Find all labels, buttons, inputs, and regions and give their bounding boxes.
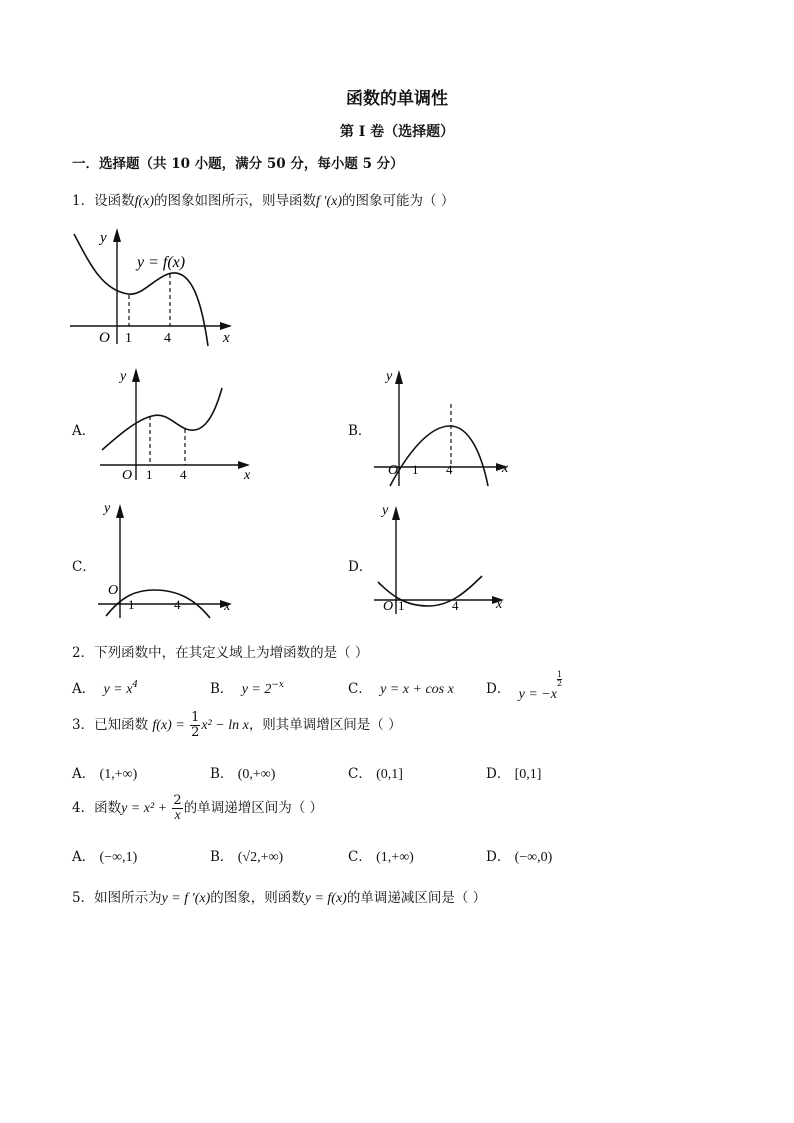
q3-option-a-value: (1,+∞) <box>99 767 138 782</box>
q2-option-a-label: A． <box>72 681 96 697</box>
q3-option-d[interactable] <box>486 762 541 783</box>
q1-option-c-graph[interactable] <box>94 498 244 622</box>
q1-option-a-label[interactable]: A． <box>72 423 96 439</box>
origin-label: O <box>388 463 399 478</box>
q2-option-d[interactable] <box>486 670 563 702</box>
page-title: 函数的单调性 <box>346 89 448 109</box>
q2-option-a-expr: y = x <box>103 682 133 697</box>
origin-label: O <box>383 599 394 614</box>
q2-option-d-label: D． <box>486 681 511 697</box>
q1-option-c-label[interactable]: C． <box>72 559 96 575</box>
q1-option-b-graph[interactable] <box>370 364 520 490</box>
option-a-curve <box>102 388 222 450</box>
q4-option-b-value: (√2,+∞) <box>237 850 284 865</box>
question-4-stem <box>72 794 323 823</box>
y-axis-label: y <box>120 369 127 384</box>
q5-suffix: 的单调递减区间是（ ） <box>346 890 487 906</box>
question-1-stem <box>72 189 454 210</box>
q1-option-d-graph[interactable] <box>370 500 520 620</box>
y-axis-arrow-icon <box>395 370 403 384</box>
q1-function-graph <box>62 222 252 352</box>
q4-prefix: 4．函数 <box>72 800 122 816</box>
q2-option-b-exponent: −x <box>271 680 285 690</box>
y-axis-label: y <box>386 369 393 384</box>
y-axis-arrow-icon <box>132 368 140 382</box>
volume-subtitle: 第 I 卷（选择题） <box>339 124 455 140</box>
q3-prefix: 3．已知函数 <box>72 717 149 733</box>
q4-option-a[interactable] <box>72 845 137 866</box>
q1-derivative-expr: f ′(x) <box>316 194 343 209</box>
y-axis-label: y <box>104 501 111 516</box>
q1-option-a-graph[interactable] <box>96 362 266 486</box>
q3-rest: x² − ln x <box>201 718 249 733</box>
y-axis-arrow-icon <box>113 228 121 242</box>
q5-middle-text: 的图象，则函数 <box>210 890 305 906</box>
q1-middle-text: 的图象如图所示，则导函数 <box>154 193 317 209</box>
q2-option-d-expr: y = −x <box>518 687 557 702</box>
q4-option-a-label: A． <box>72 849 96 865</box>
q3-fraction <box>190 711 200 740</box>
q3-option-d-value: [0,1] <box>514 767 542 782</box>
q3-option-b[interactable] <box>210 762 275 783</box>
q4-option-b-label: B． <box>210 849 234 865</box>
tick-label-4: 4 <box>446 462 453 477</box>
tick-label-1: 1 <box>412 462 419 477</box>
tick-label-1: 1 <box>146 467 153 482</box>
q4-option-d-label: D． <box>486 849 511 865</box>
q3-denominator: 2 <box>191 725 200 740</box>
tick-label-4: 4 <box>180 467 187 482</box>
q2-option-d-exponent <box>557 671 562 688</box>
q2-option-b-label: B． <box>210 681 234 697</box>
q2-option-a[interactable] <box>72 677 138 698</box>
origin-label: O <box>122 468 133 483</box>
exp-numerator: 1 <box>556 670 563 679</box>
q4-option-c[interactable] <box>348 845 414 866</box>
x-axis-label: x <box>496 597 503 612</box>
q3-suffix: ，则其单调增区间是（ ） <box>248 717 402 733</box>
q4-suffix: 的单调递增区间为（ ） <box>183 800 323 816</box>
q5-f-expr: y = f(x) <box>304 891 347 906</box>
q5-prefix: 5．如图所示为 <box>72 890 162 906</box>
q4-numerator: 2 <box>173 793 182 808</box>
curve-label: y = f(x) <box>137 254 186 271</box>
tick-label-1: 1 <box>398 598 405 613</box>
q3-option-c-value: (0,1] <box>376 767 403 782</box>
q3-option-b-label: B． <box>210 766 234 782</box>
q3-option-b-value: (0,+∞) <box>237 767 276 782</box>
tick-label-4: 4 <box>164 331 171 346</box>
q3-option-c-label: C． <box>348 766 372 782</box>
question-2-stem: 2．下列函数中，在其定义域上为增函数的是（ ） <box>72 645 369 661</box>
q2-option-a-exponent: 4 <box>132 680 139 690</box>
q1-f-expr: f(x) <box>134 194 155 209</box>
q4-fraction <box>172 794 182 823</box>
y-axis-arrow-icon <box>392 506 400 520</box>
x-axis-label: x <box>224 599 231 614</box>
y-axis-arrow-icon <box>116 504 124 518</box>
f-curve <box>74 234 208 346</box>
q2-option-c[interactable] <box>348 677 454 698</box>
tick-label-4: 4 <box>174 597 181 612</box>
q5-derivative-expr: y = f ′(x) <box>161 891 211 906</box>
q4-option-b[interactable] <box>210 845 283 866</box>
q3-option-a-label: A． <box>72 766 96 782</box>
exp-denominator: 2 <box>556 679 563 688</box>
q2-option-b-expr: y = 2 <box>241 682 272 697</box>
q4-lhs: y = x² + <box>121 801 168 816</box>
tick-label-4: 4 <box>452 598 459 613</box>
tick-label-1: 1 <box>128 597 135 612</box>
q1-option-b-label[interactable]: B． <box>348 423 372 439</box>
q3-numerator: 1 <box>191 710 200 725</box>
section-heading: 一．选择题（共 10 小题，满分 50 分，每小题 5 分） <box>72 156 404 172</box>
tick-label-1: 1 <box>125 331 132 346</box>
origin-label: O <box>108 583 119 598</box>
q4-option-d[interactable] <box>486 845 552 866</box>
y-axis-label: y <box>382 503 389 518</box>
option-b-curve <box>390 426 488 486</box>
q1-suffix: 的图象可能为（ ） <box>342 193 455 209</box>
q3-option-a[interactable] <box>72 762 137 783</box>
q1-prefix: 1．设函数 <box>72 193 135 209</box>
q4-option-d-value: (−∞,0) <box>514 850 553 865</box>
q3-option-c[interactable] <box>348 762 403 783</box>
x-axis-arrow-icon <box>220 322 232 330</box>
q4-denominator: x <box>174 808 181 823</box>
x-axis-label: x <box>502 461 509 476</box>
q3-lhs: f(x) = <box>152 718 185 733</box>
q4-option-c-label: C． <box>348 849 372 865</box>
q4-option-c-value: (1,+∞) <box>376 850 414 865</box>
q2-option-c-label: C． <box>348 681 372 697</box>
x-axis-label: x <box>244 468 251 483</box>
origin-label: O <box>99 330 110 346</box>
q2-option-b[interactable] <box>210 677 284 698</box>
q4-option-a-value: (−∞,1) <box>99 850 138 865</box>
question-3-stem <box>72 711 402 740</box>
y-axis-label: y <box>100 230 107 246</box>
x-axis-label: x <box>223 330 230 346</box>
option-d-curve <box>378 576 482 606</box>
q1-option-d-label[interactable]: D． <box>348 559 373 575</box>
q3-option-d-label: D． <box>486 766 511 782</box>
q2-option-c-expr: y = x + cos x <box>380 682 454 697</box>
question-5-stem <box>72 886 486 907</box>
